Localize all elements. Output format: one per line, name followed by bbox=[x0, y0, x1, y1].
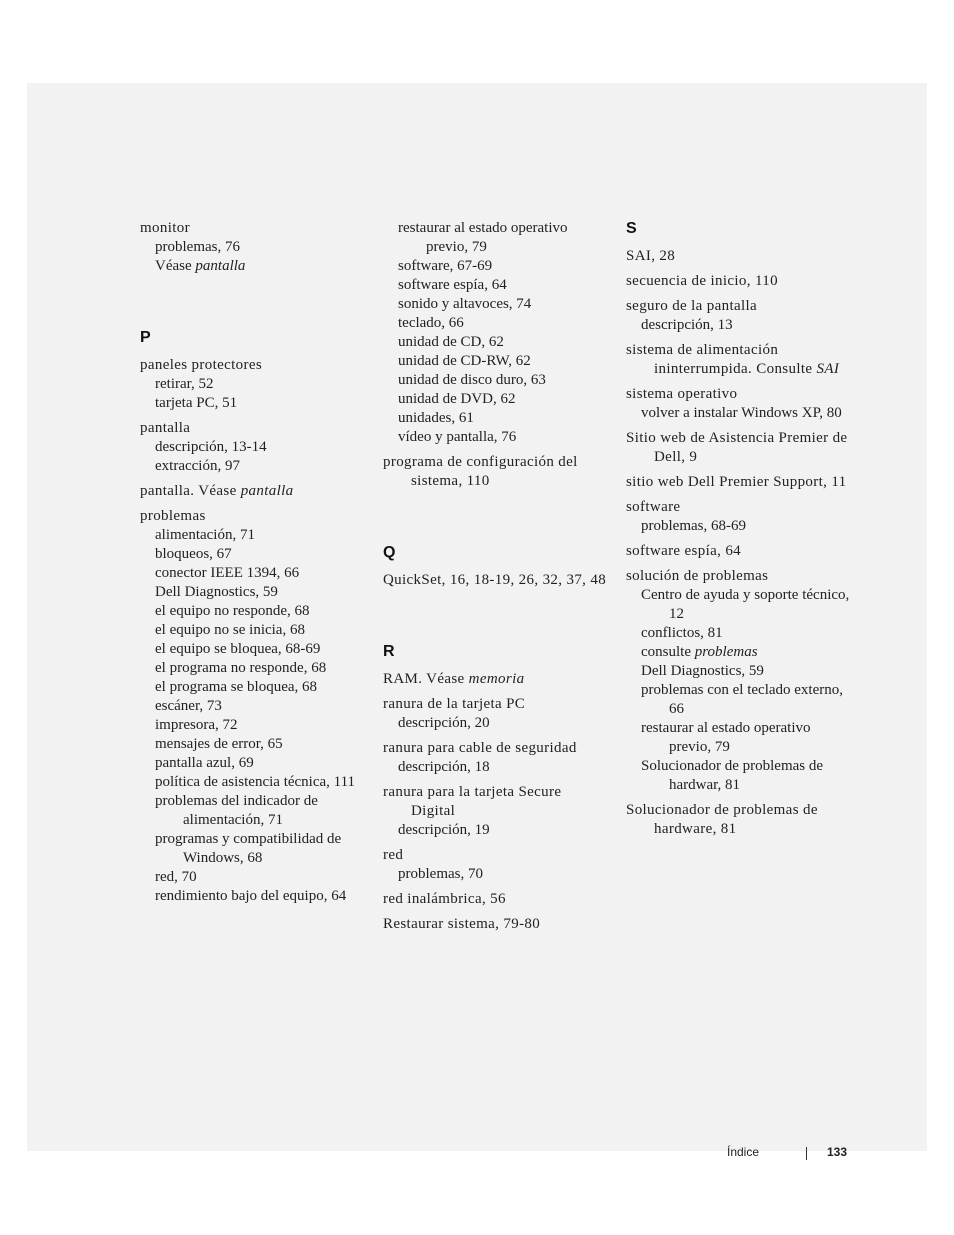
index-term-text: QuickSet, 16, 18-19, 26, 32, 37, 48 bbox=[383, 572, 607, 588]
index-subterm bbox=[383, 821, 608, 840]
index-subterm-text: mensajes de error, 65 bbox=[155, 736, 283, 752]
index-term bbox=[140, 419, 365, 438]
index-subterm-text: restaurar al estado operativo previo, 79 bbox=[398, 220, 568, 255]
index-subterm bbox=[626, 643, 851, 662]
index-subterm-text: descripción, 18 bbox=[398, 759, 490, 775]
index-subterm-text: política de asistencia técnica, 111 bbox=[155, 774, 356, 790]
index-subterm-text: extracción, 97 bbox=[155, 458, 240, 474]
index-subterm-text: pantalla azul, 69 bbox=[155, 755, 254, 771]
index-term-crossref: memoria bbox=[468, 671, 525, 687]
footer-separator bbox=[806, 1147, 807, 1160]
index-term-text: paneles protectores bbox=[140, 357, 263, 373]
section-gap bbox=[383, 497, 608, 543]
index-subterm-text: problemas del indicador de alimentación, 71 bbox=[155, 793, 318, 828]
index-term bbox=[626, 429, 851, 467]
index-term-text: secuencia de inicio, 110 bbox=[626, 273, 778, 289]
index-entry bbox=[383, 695, 608, 733]
section-letter: Q bbox=[383, 544, 396, 561]
index-subterm bbox=[140, 792, 365, 830]
index-term bbox=[140, 482, 365, 501]
page-number: 133 bbox=[827, 1145, 848, 1159]
index-subterm bbox=[626, 517, 851, 536]
index-subterm bbox=[140, 887, 365, 906]
index-subterm-text: impresora, 72 bbox=[155, 717, 238, 733]
index-column-1 bbox=[140, 219, 365, 912]
section-gap bbox=[383, 596, 608, 642]
section-letter: R bbox=[383, 643, 395, 660]
index-subterm bbox=[140, 238, 365, 257]
index-subterm-text: consulte bbox=[641, 644, 695, 660]
index-subterm bbox=[383, 409, 608, 428]
index-subterm bbox=[383, 390, 608, 409]
index-subterm bbox=[140, 457, 365, 476]
section-gap bbox=[140, 282, 365, 328]
index-subterm bbox=[383, 257, 608, 276]
index-subterm-crossref: pantalla bbox=[195, 258, 246, 274]
index-subterm-text: unidad de disco duro, 63 bbox=[398, 372, 546, 388]
index-term bbox=[626, 297, 851, 316]
index-term bbox=[383, 846, 608, 865]
index-term bbox=[383, 890, 608, 909]
index-subterm-text: el equipo no se inicia, 68 bbox=[155, 622, 305, 638]
index-entry bbox=[626, 385, 851, 423]
index-term-text: sistema operativo bbox=[626, 386, 738, 402]
index-subterm-text: software, 67-69 bbox=[398, 258, 493, 274]
index-entry bbox=[383, 571, 608, 590]
index-subterm bbox=[140, 257, 365, 276]
index-subterm-text: el programa no responde, 68 bbox=[155, 660, 327, 676]
index-term-text: red inalámbrica, 56 bbox=[383, 891, 506, 907]
index-subterm bbox=[626, 404, 851, 423]
index-term-text: pantalla bbox=[140, 420, 191, 436]
index-term bbox=[383, 695, 608, 714]
index-column-3 bbox=[626, 219, 851, 845]
index-subterm-text: sonido y altavoces, 74 bbox=[398, 296, 532, 312]
index-entry bbox=[140, 356, 365, 413]
index-subterm bbox=[626, 757, 851, 795]
index-entry bbox=[383, 739, 608, 777]
index-subterm bbox=[140, 735, 365, 754]
index-subterm-text: Véase bbox=[155, 258, 196, 274]
index-entry bbox=[383, 915, 608, 934]
index-subterm bbox=[626, 316, 851, 335]
index-subterm bbox=[626, 624, 851, 643]
index-subterm-text: conector IEEE 1394, 66 bbox=[155, 565, 300, 581]
index-subterm-text: problemas con el teclado externo, 66 bbox=[641, 682, 844, 717]
index-term bbox=[383, 453, 608, 491]
index-entry bbox=[383, 219, 608, 447]
index-entry bbox=[626, 247, 851, 266]
index-entry bbox=[383, 783, 608, 840]
index-term-text: red bbox=[383, 847, 404, 863]
index-subterm-text: unidades, 61 bbox=[398, 410, 474, 426]
index-subterm-text: problemas, 70 bbox=[398, 866, 483, 882]
index-term-text: monitor bbox=[140, 220, 190, 236]
index-term bbox=[140, 507, 365, 526]
index-subterm bbox=[383, 276, 608, 295]
index-subterm-text: vídeo y pantalla, 76 bbox=[398, 429, 517, 445]
index-subterm bbox=[140, 754, 365, 773]
index-subterm bbox=[383, 371, 608, 390]
index-subterm-text: Centro de ayuda y soporte técnico, 12 bbox=[641, 587, 850, 622]
index-term bbox=[383, 915, 608, 934]
index-subterm bbox=[626, 681, 851, 719]
index-term-text: RAM. Véase bbox=[383, 671, 469, 687]
index-subterm-text: Solucionador de problemas de hardwar, 81 bbox=[641, 758, 824, 793]
index-subterm bbox=[626, 586, 851, 624]
index-term-text: Solucionador de problemas de hardware, 81 bbox=[626, 802, 818, 837]
index-term-text: software bbox=[626, 499, 681, 515]
index-entry bbox=[626, 567, 851, 795]
index-term-crossref: SAI bbox=[816, 361, 840, 377]
index-subterm-text: descripción, 13-14 bbox=[155, 439, 267, 455]
index-term-text: ranura de la tarjeta PC bbox=[383, 696, 526, 712]
index-subterm bbox=[383, 333, 608, 352]
index-term bbox=[626, 567, 851, 586]
index-subterm-text: problemas, 76 bbox=[155, 239, 240, 255]
index-term bbox=[626, 272, 851, 291]
footer-section-label: Índice bbox=[727, 1145, 760, 1159]
index-entry bbox=[383, 670, 608, 689]
index-entry bbox=[626, 272, 851, 291]
index-term-text: solución de problemas bbox=[626, 568, 769, 584]
index-subterm bbox=[140, 438, 365, 457]
index-entry bbox=[140, 219, 365, 276]
index-subterm bbox=[140, 564, 365, 583]
index-subterm-text: descripción, 19 bbox=[398, 822, 490, 838]
index-subterm bbox=[140, 602, 365, 621]
index-subterm bbox=[383, 352, 608, 371]
index-term-text: programa de configuración del sistema, 110 bbox=[383, 454, 578, 489]
index-subterm bbox=[140, 640, 365, 659]
index-subterm-crossref: problemas bbox=[694, 644, 758, 660]
index-subterm bbox=[383, 714, 608, 733]
index-subterm-text: volver a instalar Windows XP, 80 bbox=[641, 405, 842, 421]
index-entry bbox=[626, 801, 851, 839]
index-subterm bbox=[140, 830, 365, 868]
index-subterm-text: el programa se bloquea, 68 bbox=[155, 679, 318, 695]
index-term bbox=[140, 219, 365, 238]
index-term bbox=[383, 739, 608, 758]
index-subterm bbox=[383, 758, 608, 777]
index-subterm bbox=[140, 716, 365, 735]
index-subterm-text: escáner, 73 bbox=[155, 698, 222, 714]
index-term bbox=[383, 571, 608, 590]
index-subterm bbox=[383, 865, 608, 884]
index-entry bbox=[140, 507, 365, 906]
index-subterm-text: descripción, 20 bbox=[398, 715, 490, 731]
index-term bbox=[383, 783, 608, 821]
index-column-2 bbox=[383, 219, 608, 940]
index-subterm-text: teclado, 66 bbox=[398, 315, 464, 331]
index-term bbox=[626, 473, 851, 492]
index-subterm-text: el equipo se bloquea, 68-69 bbox=[155, 641, 321, 657]
index-subterm-text: el equipo no responde, 68 bbox=[155, 603, 310, 619]
index-subterm bbox=[383, 428, 608, 447]
section-letter: P bbox=[140, 329, 151, 346]
index-subterm-text: problemas, 68-69 bbox=[641, 518, 746, 534]
index-term bbox=[626, 801, 851, 839]
index-subterm bbox=[140, 394, 365, 413]
index-subterm-text: restaurar al estado operativo previo, 79 bbox=[641, 720, 811, 755]
index-term-text: ranura para cable de seguridad bbox=[383, 740, 577, 756]
index-subterm bbox=[383, 219, 608, 257]
index-subterm-text: unidad de CD, 62 bbox=[398, 334, 504, 350]
section-letter: S bbox=[626, 220, 637, 237]
index-term-text: sitio web Dell Premier Support, 11 bbox=[626, 474, 847, 490]
index-term-text: pantalla. Véase bbox=[140, 483, 241, 499]
index-term bbox=[140, 356, 365, 375]
index-term-crossref: pantalla bbox=[240, 483, 294, 499]
index-subterm-text: retirar, 52 bbox=[155, 376, 214, 392]
index-entry bbox=[626, 542, 851, 561]
index-entry bbox=[626, 498, 851, 536]
index-entry bbox=[140, 419, 365, 476]
index-subterm-text: alimentación, 71 bbox=[155, 527, 255, 543]
index-subterm-text: software espía, 64 bbox=[398, 277, 507, 293]
index-subterm bbox=[140, 621, 365, 640]
index-subterm bbox=[140, 773, 365, 792]
index-subterm-text: programas y compatibilidad de Windows, 68 bbox=[155, 831, 342, 866]
index-term-text: Sitio web de Asistencia Premier de Dell, 9 bbox=[626, 430, 848, 465]
index-term-text: Restaurar sistema, 79-80 bbox=[383, 916, 541, 932]
index-page bbox=[27, 83, 927, 1159]
index-term-text: SAI, 28 bbox=[626, 248, 676, 264]
index-entry bbox=[383, 453, 608, 491]
index-term bbox=[626, 385, 851, 404]
index-subterm-text: conflictos, 81 bbox=[641, 625, 723, 641]
index-term-text: ranura para la tarjeta Secure Digital bbox=[383, 784, 562, 819]
index-entry bbox=[626, 297, 851, 335]
index-subterm-text: Dell Diagnostics, 59 bbox=[641, 663, 764, 679]
index-subterm-text: bloqueos, 67 bbox=[155, 546, 232, 562]
index-term bbox=[383, 670, 608, 689]
index-term bbox=[626, 247, 851, 266]
index-subterm bbox=[140, 526, 365, 545]
index-subterm-text: Dell Diagnostics, 59 bbox=[155, 584, 278, 600]
index-subterm-text: unidad de CD-RW, 62 bbox=[398, 353, 531, 369]
index-subterm bbox=[383, 295, 608, 314]
index-subterm bbox=[626, 662, 851, 681]
index-subterm bbox=[626, 719, 851, 757]
index-subterm-text: red, 70 bbox=[155, 869, 197, 885]
index-subterm bbox=[140, 697, 365, 716]
index-term bbox=[626, 542, 851, 561]
index-subterm bbox=[140, 678, 365, 697]
index-subterm bbox=[140, 545, 365, 564]
index-subterm-text: tarjeta PC, 51 bbox=[155, 395, 238, 411]
index-entry bbox=[626, 341, 851, 379]
index-entry bbox=[626, 429, 851, 467]
index-term-text: software espía, 64 bbox=[626, 543, 742, 559]
index-subterm-text: rendimiento bajo del equipo, 64 bbox=[155, 888, 347, 904]
index-term-text: problemas bbox=[140, 508, 206, 524]
index-term bbox=[626, 498, 851, 517]
index-subterm bbox=[140, 659, 365, 678]
index-term-text: seguro de la pantalla bbox=[626, 298, 758, 314]
index-entry bbox=[140, 482, 365, 501]
index-term-text: sistema de alimentación ininterrumpida. Consulte bbox=[626, 342, 817, 377]
index-subterm bbox=[383, 314, 608, 333]
index-subterm-text: unidad de DVD, 62 bbox=[398, 391, 516, 407]
index-entry bbox=[383, 890, 608, 909]
index-entry bbox=[626, 473, 851, 492]
index-subterm bbox=[140, 375, 365, 394]
index-entry bbox=[383, 846, 608, 884]
index-subterm-text: descripción, 13 bbox=[641, 317, 733, 333]
index-subterm bbox=[140, 583, 365, 602]
index-subterm bbox=[140, 868, 365, 887]
index-term bbox=[626, 341, 851, 379]
